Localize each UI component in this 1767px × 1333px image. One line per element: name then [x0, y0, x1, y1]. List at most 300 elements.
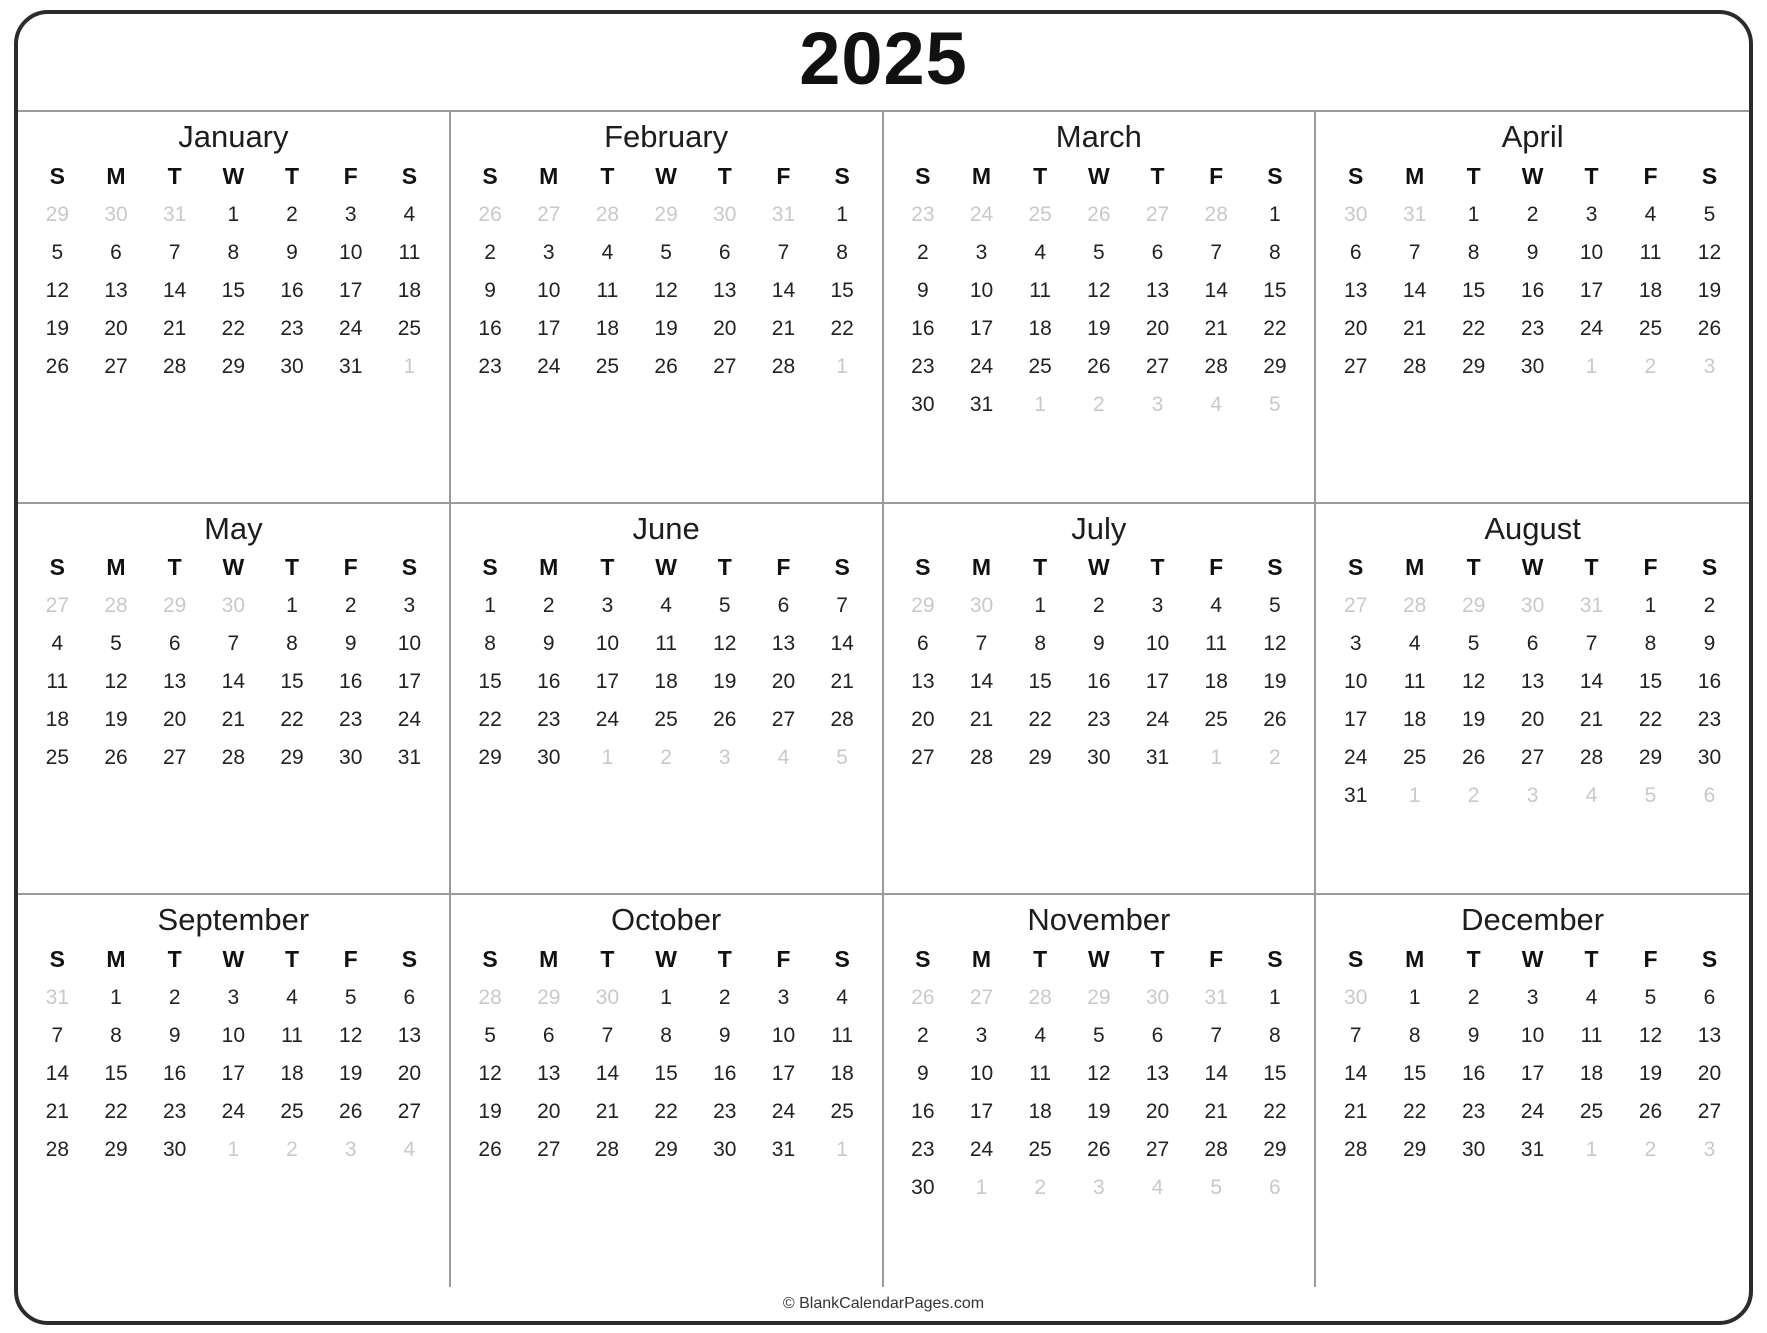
day-cell[interactable]: 16 — [911, 316, 935, 340]
day-cell[interactable]: 1 — [660, 986, 672, 1010]
day-cell[interactable]: 1 — [1034, 594, 1047, 618]
day-cell[interactable]: 6 — [1151, 1024, 1164, 1048]
day-cell[interactable]: 23 — [163, 1100, 187, 1124]
day-cell[interactable]: 3 — [601, 594, 614, 618]
day-cell[interactable]: 13 — [1520, 670, 1545, 694]
day-cell[interactable]: 12 — [1263, 632, 1287, 656]
day-cell[interactable]: 29 — [654, 1138, 678, 1162]
day-cell[interactable]: 26 — [104, 746, 128, 770]
day-cell[interactable]: 24 — [969, 1138, 994, 1162]
day-cell[interactable]: 19 — [478, 1100, 502, 1124]
day-cell[interactable]: 26 — [1087, 354, 1111, 378]
day-cell[interactable]: 31 — [339, 354, 363, 378]
day-cell[interactable]: 27 — [537, 1138, 561, 1162]
day-cell[interactable]: 30 — [163, 1138, 187, 1162]
day-cell[interactable]: 23 — [911, 354, 935, 378]
day-cell-adjacent-month[interactable]: 2 — [1644, 354, 1657, 378]
day-cell[interactable]: 28 — [969, 746, 994, 770]
day-cell-adjacent-month[interactable]: 27 — [45, 594, 70, 618]
day-cell-adjacent-month[interactable]: 30 — [595, 986, 620, 1010]
day-cell[interactable]: 5 — [1269, 594, 1281, 618]
day-cell[interactable]: 4 — [836, 986, 848, 1010]
day-cell[interactable]: 26 — [654, 354, 678, 378]
day-cell[interactable]: 11 — [1029, 1062, 1052, 1086]
day-cell-adjacent-month[interactable]: 4 — [1151, 1176, 1164, 1200]
day-cell[interactable]: 4 — [1034, 1024, 1047, 1048]
day-cell-adjacent-month[interactable]: 28 — [595, 202, 620, 226]
day-cell[interactable]: 28 — [221, 746, 246, 770]
day-cell[interactable]: 13 — [1145, 1062, 1170, 1086]
day-cell[interactable]: 21 — [45, 1100, 70, 1124]
day-cell[interactable]: 2 — [542, 594, 555, 618]
day-cell-adjacent-month[interactable]: 3 — [1526, 784, 1539, 808]
day-cell-adjacent-month[interactable]: 29 — [1461, 594, 1486, 618]
day-cell[interactable]: 12 — [713, 632, 737, 656]
day-cell[interactable]: 7 — [975, 632, 988, 656]
day-cell[interactable]: 26 — [478, 1138, 502, 1162]
day-cell-adjacent-month[interactable]: 27 — [969, 986, 994, 1010]
day-cell-adjacent-month[interactable]: 30 — [1520, 594, 1545, 618]
day-cell[interactable]: 11 — [46, 670, 69, 694]
day-cell[interactable]: 8 — [1269, 1024, 1281, 1048]
day-cell[interactable]: 23 — [911, 1138, 935, 1162]
day-cell[interactable]: 22 — [104, 1100, 128, 1124]
day-cell[interactable]: 20 — [1697, 1062, 1722, 1086]
day-cell[interactable]: 16 — [163, 1062, 187, 1086]
day-cell[interactable]: 12 — [1638, 1024, 1663, 1048]
day-cell[interactable]: 8 — [1034, 632, 1047, 656]
day-cell[interactable]: 14 — [1204, 278, 1228, 302]
day-cell[interactable]: 22 — [478, 708, 502, 732]
day-cell[interactable]: 8 — [660, 1024, 672, 1048]
day-cell-adjacent-month[interactable]: 3 — [344, 1138, 357, 1162]
day-cell[interactable]: 20 — [1145, 316, 1170, 340]
day-cell[interactable]: 18 — [1579, 1062, 1604, 1086]
day-cell[interactable]: 2 — [916, 240, 929, 264]
day-cell[interactable]: 25 — [280, 1100, 304, 1124]
day-cell[interactable]: 15 — [1263, 278, 1287, 302]
day-cell-adjacent-month[interactable]: 6 — [1703, 784, 1716, 808]
day-cell-adjacent-month[interactable]: 23 — [911, 202, 935, 226]
day-cell[interactable]: 21 — [830, 670, 854, 694]
day-cell[interactable]: 10 — [1145, 632, 1170, 656]
day-cell-adjacent-month[interactable]: 1 — [227, 1138, 240, 1162]
day-cell[interactable]: 19 — [339, 1062, 363, 1086]
day-cell-adjacent-month[interactable]: 1 — [1585, 354, 1598, 378]
day-cell[interactable]: 5 — [660, 240, 672, 264]
day-cell[interactable]: 14 — [1344, 1062, 1368, 1086]
day-cell-adjacent-month[interactable]: 28 — [478, 986, 502, 1010]
day-cell[interactable]: 14 — [771, 278, 796, 302]
day-cell[interactable]: 20 — [163, 708, 187, 732]
day-cell[interactable]: 10 — [1579, 240, 1604, 264]
day-cell[interactable]: 11 — [1029, 278, 1052, 302]
day-cell-adjacent-month[interactable]: 30 — [1145, 986, 1170, 1010]
day-cell-adjacent-month[interactable]: 26 — [1087, 202, 1111, 226]
day-cell-adjacent-month[interactable]: 4 — [403, 1138, 416, 1162]
day-cell[interactable]: 14 — [45, 1062, 70, 1086]
day-cell[interactable]: 29 — [1461, 354, 1486, 378]
day-cell[interactable]: 1 — [286, 594, 298, 618]
day-cell[interactable]: 7 — [1210, 1024, 1223, 1048]
day-cell[interactable]: 9 — [916, 278, 929, 302]
day-cell[interactable]: 3 — [1526, 986, 1539, 1010]
day-cell[interactable]: 9 — [916, 1062, 929, 1086]
day-cell[interactable]: 12 — [1087, 1062, 1111, 1086]
day-cell-adjacent-month[interactable]: 28 — [104, 594, 128, 618]
day-cell[interactable]: 29 — [104, 1138, 128, 1162]
day-cell[interactable]: 14 — [163, 278, 187, 302]
day-cell[interactable]: 21 — [1204, 316, 1228, 340]
day-cell[interactable]: 7 — [168, 240, 181, 264]
day-cell[interactable]: 25 — [654, 708, 678, 732]
day-cell[interactable]: 20 — [771, 670, 796, 694]
day-cell[interactable]: 12 — [1697, 240, 1722, 264]
day-cell[interactable]: 30 — [911, 1176, 935, 1200]
day-cell[interactable]: 1 — [110, 986, 122, 1010]
day-cell[interactable]: 1 — [484, 594, 496, 618]
day-cell[interactable]: 27 — [104, 354, 128, 378]
day-cell[interactable]: 6 — [1151, 240, 1164, 264]
day-cell[interactable]: 5 — [1093, 240, 1105, 264]
day-cell[interactable]: 16 — [911, 1100, 935, 1124]
day-cell[interactable]: 20 — [1520, 708, 1545, 732]
day-cell[interactable]: 6 — [718, 240, 731, 264]
day-cell[interactable]: 4 — [660, 594, 672, 618]
day-cell[interactable]: 15 — [280, 670, 304, 694]
day-cell[interactable]: 31 — [397, 746, 422, 770]
day-cell[interactable]: 11 — [1205, 632, 1228, 656]
day-cell[interactable]: 14 — [1579, 670, 1604, 694]
day-cell-adjacent-month[interactable]: 27 — [537, 202, 561, 226]
day-cell-adjacent-month[interactable]: 1 — [1210, 746, 1223, 770]
day-cell[interactable]: 15 — [1028, 670, 1052, 694]
day-cell[interactable]: 24 — [1520, 1100, 1545, 1124]
day-cell[interactable]: 12 — [1461, 670, 1486, 694]
day-cell[interactable]: 11 — [831, 1024, 854, 1048]
day-cell-adjacent-month[interactable]: 30 — [1344, 202, 1368, 226]
day-cell-adjacent-month[interactable]: 29 — [911, 594, 935, 618]
day-cell[interactable]: 22 — [830, 316, 854, 340]
day-cell[interactable]: 17 — [221, 1062, 246, 1086]
day-cell[interactable]: 17 — [969, 1100, 994, 1124]
day-cell[interactable]: 30 — [1697, 746, 1722, 770]
day-cell[interactable]: 31 — [1145, 746, 1170, 770]
day-cell[interactable]: 7 — [1349, 1024, 1362, 1048]
day-cell-adjacent-month[interactable]: 3 — [1703, 1138, 1716, 1162]
day-cell[interactable]: 11 — [1403, 670, 1426, 694]
day-cell-adjacent-month[interactable]: 2 — [286, 1138, 298, 1162]
day-cell[interactable]: 30 — [280, 354, 304, 378]
day-cell[interactable]: 18 — [397, 278, 422, 302]
day-cell[interactable]: 5 — [110, 632, 122, 656]
day-cell[interactable]: 9 — [718, 1024, 731, 1048]
day-cell[interactable]: 31 — [1520, 1138, 1545, 1162]
day-cell[interactable]: 8 — [836, 240, 848, 264]
day-cell[interactable]: 16 — [1697, 670, 1722, 694]
day-cell[interactable]: 11 — [1580, 1024, 1603, 1048]
day-cell[interactable]: 21 — [1403, 316, 1427, 340]
day-cell[interactable]: 26 — [339, 1100, 363, 1124]
day-cell[interactable]: 17 — [397, 670, 422, 694]
day-cell[interactable]: 19 — [45, 316, 70, 340]
day-cell-adjacent-month[interactable]: 30 — [104, 202, 128, 226]
day-cell-adjacent-month[interactable]: 3 — [718, 746, 731, 770]
day-cell[interactable]: 28 — [1579, 746, 1604, 770]
day-cell[interactable]: 7 — [51, 1024, 64, 1048]
day-cell[interactable]: 21 — [163, 316, 187, 340]
day-cell[interactable]: 15 — [221, 278, 246, 302]
day-cell[interactable]: 15 — [1638, 670, 1663, 694]
day-cell[interactable]: 21 — [1344, 1100, 1368, 1124]
day-cell-adjacent-month[interactable]: 30 — [969, 594, 994, 618]
day-cell-adjacent-month[interactable]: 31 — [771, 202, 796, 226]
day-cell[interactable]: 10 — [771, 1024, 796, 1048]
day-cell[interactable]: 8 — [1644, 632, 1657, 656]
day-cell[interactable]: 12 — [654, 278, 678, 302]
day-cell[interactable]: 4 — [403, 202, 416, 226]
day-cell[interactable]: 23 — [1461, 1100, 1486, 1124]
day-cell[interactable]: 2 — [1703, 594, 1716, 618]
day-cell[interactable]: 14 — [221, 670, 246, 694]
day-cell[interactable]: 2 — [168, 986, 181, 1010]
day-cell[interactable]: 16 — [537, 670, 561, 694]
day-cell[interactable]: 13 — [911, 670, 935, 694]
day-cell[interactable]: 7 — [836, 594, 848, 618]
day-cell[interactable]: 1 — [1269, 986, 1281, 1010]
day-cell[interactable]: 5 — [484, 1024, 496, 1048]
day-cell[interactable]: 30 — [1520, 354, 1545, 378]
day-cell[interactable]: 25 — [45, 746, 70, 770]
day-cell[interactable]: 10 — [595, 632, 620, 656]
day-cell[interactable]: 15 — [1403, 1062, 1427, 1086]
day-cell-adjacent-month[interactable]: 1 — [1408, 784, 1421, 808]
day-cell[interactable]: 21 — [1579, 708, 1604, 732]
day-cell-adjacent-month[interactable]: 25 — [1028, 202, 1052, 226]
day-cell[interactable]: 27 — [1520, 746, 1545, 770]
day-cell[interactable]: 14 — [1403, 278, 1427, 302]
day-cell[interactable]: 11 — [281, 1024, 303, 1048]
day-cell[interactable]: 1 — [227, 202, 240, 226]
day-cell[interactable]: 18 — [280, 1062, 304, 1086]
day-cell[interactable]: 10 — [969, 278, 994, 302]
day-cell[interactable]: 3 — [1349, 632, 1362, 656]
day-cell[interactable]: 11 — [398, 240, 421, 264]
day-cell[interactable]: 22 — [1638, 708, 1663, 732]
day-cell[interactable]: 15 — [830, 278, 854, 302]
day-cell[interactable]: 17 — [969, 316, 994, 340]
day-cell[interactable]: 14 — [595, 1062, 620, 1086]
day-cell[interactable]: 24 — [771, 1100, 796, 1124]
day-cell[interactable]: 25 — [595, 354, 620, 378]
day-cell-adjacent-month[interactable]: 2 — [660, 746, 672, 770]
day-cell[interactable]: 1 — [1408, 986, 1421, 1010]
day-cell[interactable]: 20 — [537, 1100, 561, 1124]
day-cell[interactable]: 22 — [1461, 316, 1486, 340]
day-cell[interactable]: 12 — [1087, 278, 1111, 302]
day-cell[interactable]: 25 — [1028, 1138, 1052, 1162]
day-cell-adjacent-month[interactable]: 30 — [1344, 986, 1368, 1010]
day-cell[interactable]: 28 — [1403, 354, 1427, 378]
day-cell[interactable]: 14 — [969, 670, 994, 694]
day-cell[interactable]: 13 — [537, 1062, 561, 1086]
day-cell[interactable]: 4 — [1210, 594, 1223, 618]
day-cell[interactable]: 9 — [1703, 632, 1716, 656]
day-cell[interactable]: 6 — [403, 986, 416, 1010]
day-cell[interactable]: 5 — [718, 594, 731, 618]
day-cell[interactable]: 21 — [595, 1100, 620, 1124]
day-cell[interactable]: 11 — [596, 278, 619, 302]
day-cell[interactable]: 3 — [403, 594, 416, 618]
day-cell[interactable]: 13 — [1344, 278, 1368, 302]
day-cell[interactable]: 26 — [1461, 746, 1486, 770]
day-cell[interactable]: 29 — [1263, 354, 1287, 378]
day-cell[interactable]: 13 — [1145, 278, 1170, 302]
day-cell[interactable]: 3 — [975, 240, 988, 264]
day-cell[interactable]: 20 — [911, 708, 935, 732]
day-cell[interactable]: 20 — [104, 316, 128, 340]
day-cell[interactable]: 19 — [1087, 316, 1111, 340]
day-cell[interactable]: 27 — [771, 708, 796, 732]
day-cell[interactable]: 25 — [830, 1100, 854, 1124]
day-cell[interactable]: 10 — [221, 1024, 246, 1048]
day-cell[interactable]: 25 — [1204, 708, 1228, 732]
day-cell[interactable]: 6 — [168, 632, 181, 656]
day-cell[interactable]: 27 — [1344, 354, 1368, 378]
day-cell[interactable]: 26 — [1697, 316, 1722, 340]
day-cell[interactable]: 2 — [1467, 986, 1480, 1010]
day-cell[interactable]: 2 — [484, 240, 496, 264]
day-cell[interactable]: 6 — [1349, 240, 1362, 264]
day-cell[interactable]: 29 — [1638, 746, 1663, 770]
day-cell[interactable]: 24 — [595, 708, 620, 732]
day-cell[interactable]: 28 — [1344, 1138, 1368, 1162]
day-cell[interactable]: 23 — [713, 1100, 737, 1124]
day-cell-adjacent-month[interactable]: 29 — [163, 594, 187, 618]
day-cell[interactable]: 21 — [969, 708, 994, 732]
day-cell[interactable]: 1 — [1644, 594, 1657, 618]
day-cell[interactable]: 30 — [1461, 1138, 1486, 1162]
day-cell-adjacent-month[interactable]: 4 — [777, 746, 790, 770]
day-cell[interactable]: 31 — [969, 392, 994, 416]
day-cell[interactable]: 5 — [1644, 986, 1657, 1010]
day-cell[interactable]: 29 — [478, 746, 502, 770]
day-cell[interactable]: 14 — [830, 632, 854, 656]
day-cell[interactable]: 12 — [478, 1062, 502, 1086]
day-cell-adjacent-month[interactable]: 26 — [911, 986, 935, 1010]
day-cell[interactable]: 19 — [104, 708, 128, 732]
day-cell[interactable]: 7 — [1210, 240, 1223, 264]
day-cell[interactable]: 23 — [537, 708, 561, 732]
day-cell[interactable]: 19 — [1638, 1062, 1663, 1086]
day-cell[interactable]: 22 — [1263, 1100, 1287, 1124]
day-cell[interactable]: 30 — [911, 392, 935, 416]
day-cell[interactable]: 15 — [1461, 278, 1486, 302]
day-cell[interactable]: 25 — [397, 316, 422, 340]
day-cell[interactable]: 18 — [1028, 316, 1052, 340]
day-cell[interactable]: 4 — [1034, 240, 1047, 264]
day-cell[interactable]: 26 — [45, 354, 70, 378]
day-cell[interactable]: 5 — [344, 986, 357, 1010]
day-cell-adjacent-month[interactable]: 1 — [1034, 392, 1047, 416]
day-cell[interactable]: 18 — [1204, 670, 1228, 694]
day-cell[interactable]: 11 — [1639, 240, 1662, 264]
day-cell[interactable]: 3 — [344, 202, 357, 226]
day-cell[interactable]: 24 — [969, 354, 994, 378]
day-cell-adjacent-month[interactable]: 2 — [1269, 746, 1281, 770]
day-cell[interactable]: 25 — [1579, 1100, 1604, 1124]
day-cell-adjacent-month[interactable]: 3 — [1703, 354, 1716, 378]
day-cell[interactable]: 9 — [286, 240, 298, 264]
day-cell[interactable]: 27 — [911, 746, 935, 770]
day-cell-adjacent-month[interactable]: 29 — [654, 202, 678, 226]
day-cell-adjacent-month[interactable]: 2 — [1093, 392, 1105, 416]
day-cell[interactable]: 19 — [1263, 670, 1287, 694]
day-cell[interactable]: 29 — [221, 354, 246, 378]
day-cell[interactable]: 18 — [1028, 1100, 1052, 1124]
day-cell[interactable]: 22 — [1028, 708, 1052, 732]
day-cell-adjacent-month[interactable]: 4 — [1585, 784, 1598, 808]
day-cell[interactable]: 6 — [110, 240, 122, 264]
day-cell[interactable]: 18 — [830, 1062, 854, 1086]
day-cell[interactable]: 21 — [1204, 1100, 1228, 1124]
day-cell[interactable]: 20 — [713, 316, 737, 340]
day-cell[interactable]: 25 — [1028, 354, 1052, 378]
day-cell[interactable]: 18 — [1638, 278, 1663, 302]
day-cell-adjacent-month[interactable]: 1 — [836, 354, 848, 378]
day-cell[interactable]: 16 — [339, 670, 363, 694]
day-cell[interactable]: 26 — [1263, 708, 1287, 732]
day-cell[interactable]: 4 — [601, 240, 614, 264]
day-cell[interactable]: 17 — [771, 1062, 796, 1086]
day-cell[interactable]: 3 — [1151, 594, 1164, 618]
day-cell-adjacent-month[interactable]: 1 — [601, 746, 614, 770]
day-cell[interactable]: 24 — [339, 316, 363, 340]
day-cell[interactable]: 17 — [1579, 278, 1604, 302]
day-cell[interactable]: 9 — [1467, 1024, 1480, 1048]
day-cell[interactable]: 29 — [1263, 1138, 1287, 1162]
day-cell[interactable]: 22 — [1403, 1100, 1427, 1124]
day-cell[interactable]: 9 — [168, 1024, 181, 1048]
day-cell[interactable]: 9 — [1093, 632, 1105, 656]
day-cell[interactable]: 13 — [771, 632, 796, 656]
day-cell-adjacent-month[interactable]: 31 — [1204, 986, 1228, 1010]
day-cell[interactable]: 26 — [1638, 1100, 1663, 1124]
day-cell[interactable]: 4 — [51, 632, 64, 656]
day-cell[interactable]: 2 — [718, 986, 731, 1010]
day-cell[interactable]: 27 — [1145, 1138, 1170, 1162]
day-cell[interactable]: 22 — [221, 316, 246, 340]
day-cell[interactable]: 9 — [484, 278, 496, 302]
day-cell[interactable]: 28 — [830, 708, 854, 732]
day-cell[interactable]: 5 — [1703, 202, 1716, 226]
day-cell[interactable]: 25 — [1403, 746, 1427, 770]
day-cell[interactable]: 13 — [713, 278, 737, 302]
day-cell[interactable]: 18 — [654, 670, 678, 694]
day-cell[interactable]: 30 — [713, 1138, 737, 1162]
day-cell[interactable]: 1 — [1269, 202, 1281, 226]
day-cell[interactable]: 8 — [484, 632, 496, 656]
day-cell[interactable]: 12 — [104, 670, 128, 694]
day-cell-adjacent-month[interactable]: 3 — [1151, 392, 1164, 416]
day-cell[interactable]: 7 — [601, 1024, 614, 1048]
day-cell[interactable]: 20 — [397, 1062, 422, 1086]
day-cell-adjacent-month[interactable]: 1 — [1585, 1138, 1598, 1162]
day-cell[interactable]: 6 — [777, 594, 790, 618]
day-cell[interactable]: 7 — [1408, 240, 1421, 264]
day-cell[interactable]: 9 — [1526, 240, 1539, 264]
day-cell[interactable]: 9 — [344, 632, 357, 656]
